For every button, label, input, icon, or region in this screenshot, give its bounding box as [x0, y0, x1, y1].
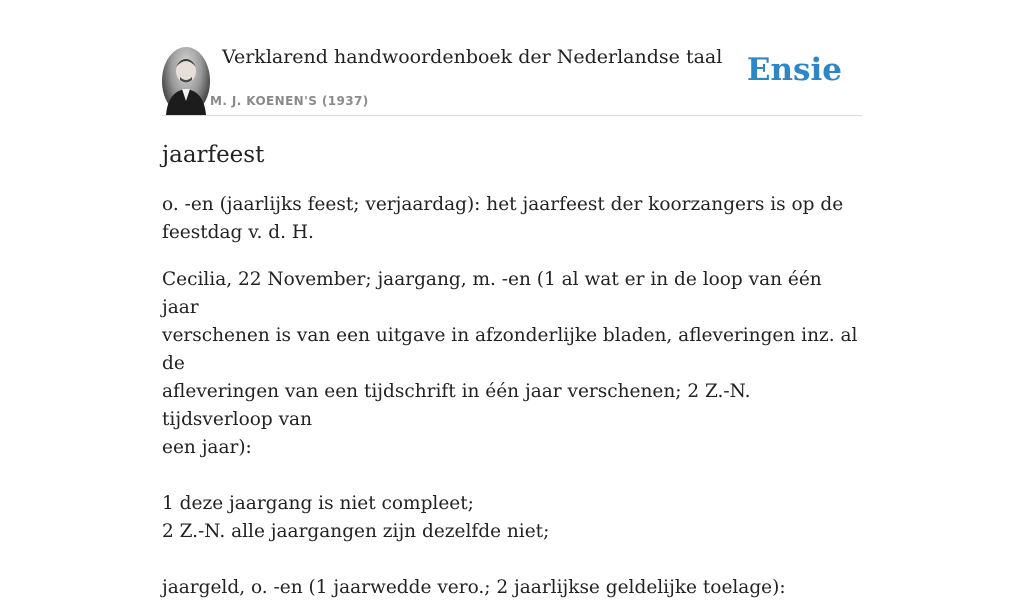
header	[162, 0, 862, 116]
example-1: 1 deze jaargang is niet compleet;	[162, 493, 474, 514]
entry-paragraph-1: o. -en (jaarlijks feest; verjaardag): het jaarfeest der koorzangers is op de feestdag v. d. H.	[162, 194, 844, 243]
entry-line: afleveringen van een tijdschrift in één jaar verschenen; 2 Z.-N. tijdsverloop van	[162, 381, 751, 430]
entry-headword: jaarfeest	[162, 142, 265, 168]
entry-paragraph-2	[162, 266, 862, 602]
example-2: 2 Z.-N. alle jaargangen zijn dezelfde niet;	[162, 521, 550, 542]
entry-line: Cecilia, 22 November; jaargang, m. -en (1 al wat er in de loop van één jaar	[162, 269, 822, 318]
entry-line: een jaar):	[162, 437, 252, 458]
main-content	[162, 0, 862, 602]
blank-line	[162, 546, 862, 574]
blank-line	[162, 462, 862, 490]
entry-line: verschenen is van een uitgave in afzonderlijke bladen, afleveringen inz. al de	[162, 325, 858, 374]
dictionary-subtitle: M. J. KOENEN'S (1937)	[210, 94, 369, 108]
dictionary-title: Verklarend handwoordenboek der Nederlandse taal	[222, 46, 723, 68]
ensie-logo[interactable]: Ensie	[746, 52, 842, 88]
entry-paragraph-3: jaargeld, o. -en (1 jaarwedde vero.; 2 jaarlijkse geldelijke toelage):	[162, 577, 786, 598]
author-portrait-icon	[162, 47, 210, 115]
